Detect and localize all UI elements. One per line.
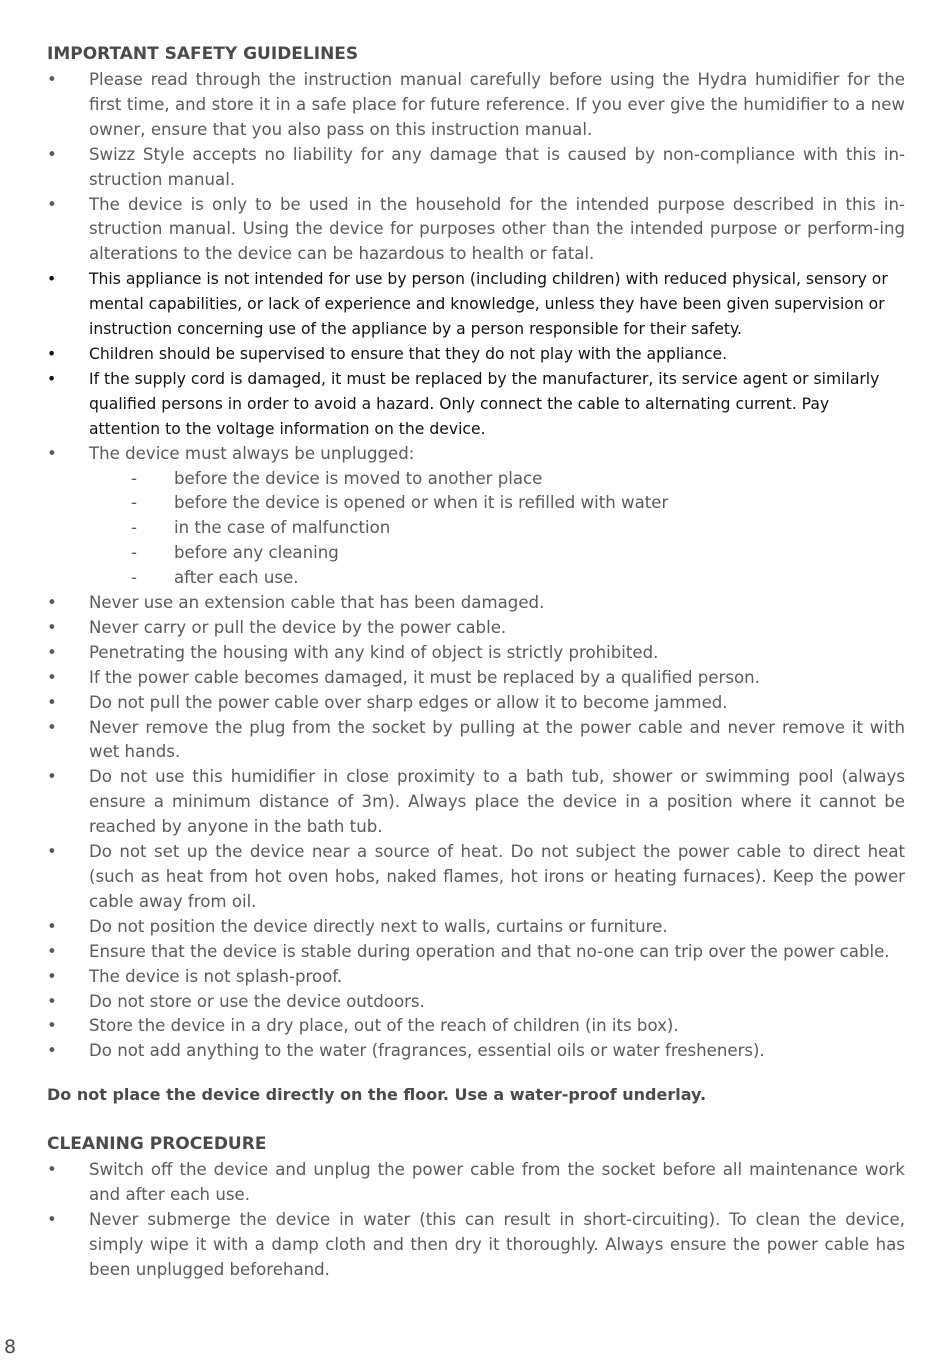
list-item: - before the device is opened or when it is refilled with water <box>89 491 905 516</box>
bullet-icon: • <box>47 642 57 662</box>
list-item: - in the case of malfunction <box>89 516 905 541</box>
list-item: • Never use an extension cable that has been damaged. <box>47 591 905 616</box>
bullet-icon: • <box>47 194 57 214</box>
list-item: • Swizz Style accepts no liability for any damage that is caused by non-compliance with this in-struction manual. <box>47 144 905 189</box>
list-item: • The device is not splash-proof. <box>47 965 905 990</box>
dash-icon: - <box>131 543 137 563</box>
list-item: • Please read through the instruction manual carefully before using the Hydra humidifier for the first time, and store it in a safe place for future reference. If you ever give the humidifier to a new owner, ensure that you also pass on this instruction manual. <box>47 70 905 139</box>
dash-icon: - <box>131 568 137 588</box>
list-item: • Do not add anything to the water (fragrances, essential oils or water fresheners). <box>47 1039 905 1064</box>
list-item: • Never remove the plug from the socket by pulling at the power cable and never remove it with wet hands. <box>47 717 905 762</box>
list-item: • Do not set up the device near a source of heat. Do not subject the power cable to direct heat (such as heat from hot oven hobs, naked flames, hot irons or heating furnaces). Keep the power cable away from oil. <box>47 842 905 911</box>
bullet-icon: • <box>47 916 57 936</box>
list-item: • Store the device in a dry place, out of the reach of children (in its box). <box>47 1014 905 1039</box>
list-item: • Penetrating the housing with any kind of object is strictly prohibited. <box>47 641 905 666</box>
list-item: • Never submerge the device in water (this can result in short-circuiting). To clean the device, simply wipe it with a damp cloth and then dry it thoroughly. Always ensure the power cable has been unplugged beforehand. <box>47 1209 905 1279</box>
list-item: • Do not use this humidifier in close proximity to a bath tub, shower or swimming pool (always ensure a minimum distance of 3m). Always place the device in a position where it cannot be reached by anyone in the bath tub. <box>47 767 905 837</box>
bullet-icon: • <box>47 767 57 787</box>
dash-icon: - <box>131 493 137 513</box>
bullet-icon: • <box>47 593 57 613</box>
safety-heading: IMPORTANT SAFETY GUIDELINES <box>47 44 359 64</box>
bullet-icon: • <box>47 991 57 1011</box>
bullet-icon: • <box>47 1041 57 1061</box>
list-item: - before the device is moved to another place <box>89 467 905 492</box>
bullet-icon: • <box>47 966 57 986</box>
bullet-icon: • <box>47 667 57 687</box>
bullet-icon: • <box>47 692 57 712</box>
bullet-icon: • <box>47 344 57 363</box>
list-item: • Do not position the device directly next to walls, curtains or furniture. <box>47 915 905 940</box>
cleaning-heading: CLEANING PROCEDURE <box>47 1134 267 1154</box>
list-item: • If the power cable becomes damaged, it must be replaced by a qualified person. <box>47 666 905 691</box>
bullet-icon: • <box>47 270 57 289</box>
list-item: • Ensure that the device is stable during operation and that no-one can trip over the power cable. <box>47 940 905 965</box>
list-item: • If the supply cord is damaged, it must be replaced by the manufacturer, its service agent or similarly qualified persons in order to avoid a hazard. Only connect the cable to alternating current. Pay attention to the voltage information on the device. <box>47 367 905 442</box>
list-item: • Never carry or pull the device by the power cable. <box>47 616 905 641</box>
cleaning-list <box>47 1158 905 1283</box>
list-item: • Do not pull the power cable over sharp edges or allow it to become jammed. <box>47 691 905 716</box>
bullet-icon: • <box>47 1016 57 1036</box>
bullet-icon: • <box>47 70 57 89</box>
bullet-icon: • <box>47 1209 57 1229</box>
list-item: • This appliance is not intended for use by person (including children) with reduced physical, sensory or mental capabilities, or lack of experience and knowledge, unless they have been given supervision or instruction concerning use of the appliance by a person responsible for their safety. <box>47 267 905 342</box>
unplug-cases-list <box>89 467 905 592</box>
list-item: - before any cleaning <box>89 541 905 566</box>
dash-icon: - <box>131 468 137 488</box>
list-item: • Switch off the device and unplug the power cable from the socket before all maintenance work and after each use. <box>47 1160 905 1204</box>
bullet-icon: • <box>47 842 57 862</box>
list-item: - after each use. <box>89 566 905 591</box>
list-item: • The device is only to be used in the household for the intended purpose described in this in-struction manual. Using the device for purposes other than the intended purpose or perform-ing alterations to the device can be hazardous to health or fatal. <box>47 194 905 264</box>
bullet-icon: • <box>47 369 57 388</box>
bullet-icon: • <box>47 443 57 463</box>
list-item: • The device must always be unplugged: - before the device is moved to another place - before the device is opened or when it is refilled with water - in the case of malfunction - before any cleaning - after each use. <box>47 442 905 591</box>
safety-list <box>47 68 905 1064</box>
page-number: 8 <box>4 1336 17 1358</box>
bullet-icon: • <box>47 1160 57 1179</box>
bullet-icon: • <box>47 617 57 637</box>
list-item: • Do not store or use the device outdoors. <box>47 990 905 1015</box>
bullet-icon: • <box>47 144 57 164</box>
list-item: • Children should be supervised to ensure that they do not play with the appliance. <box>47 342 905 367</box>
bullet-icon: • <box>47 941 57 961</box>
dash-icon: - <box>131 518 137 538</box>
floor-warning: Do not place the device directly on the floor. Use a water-proof underlay. <box>47 1085 707 1104</box>
bullet-icon: • <box>47 717 57 737</box>
